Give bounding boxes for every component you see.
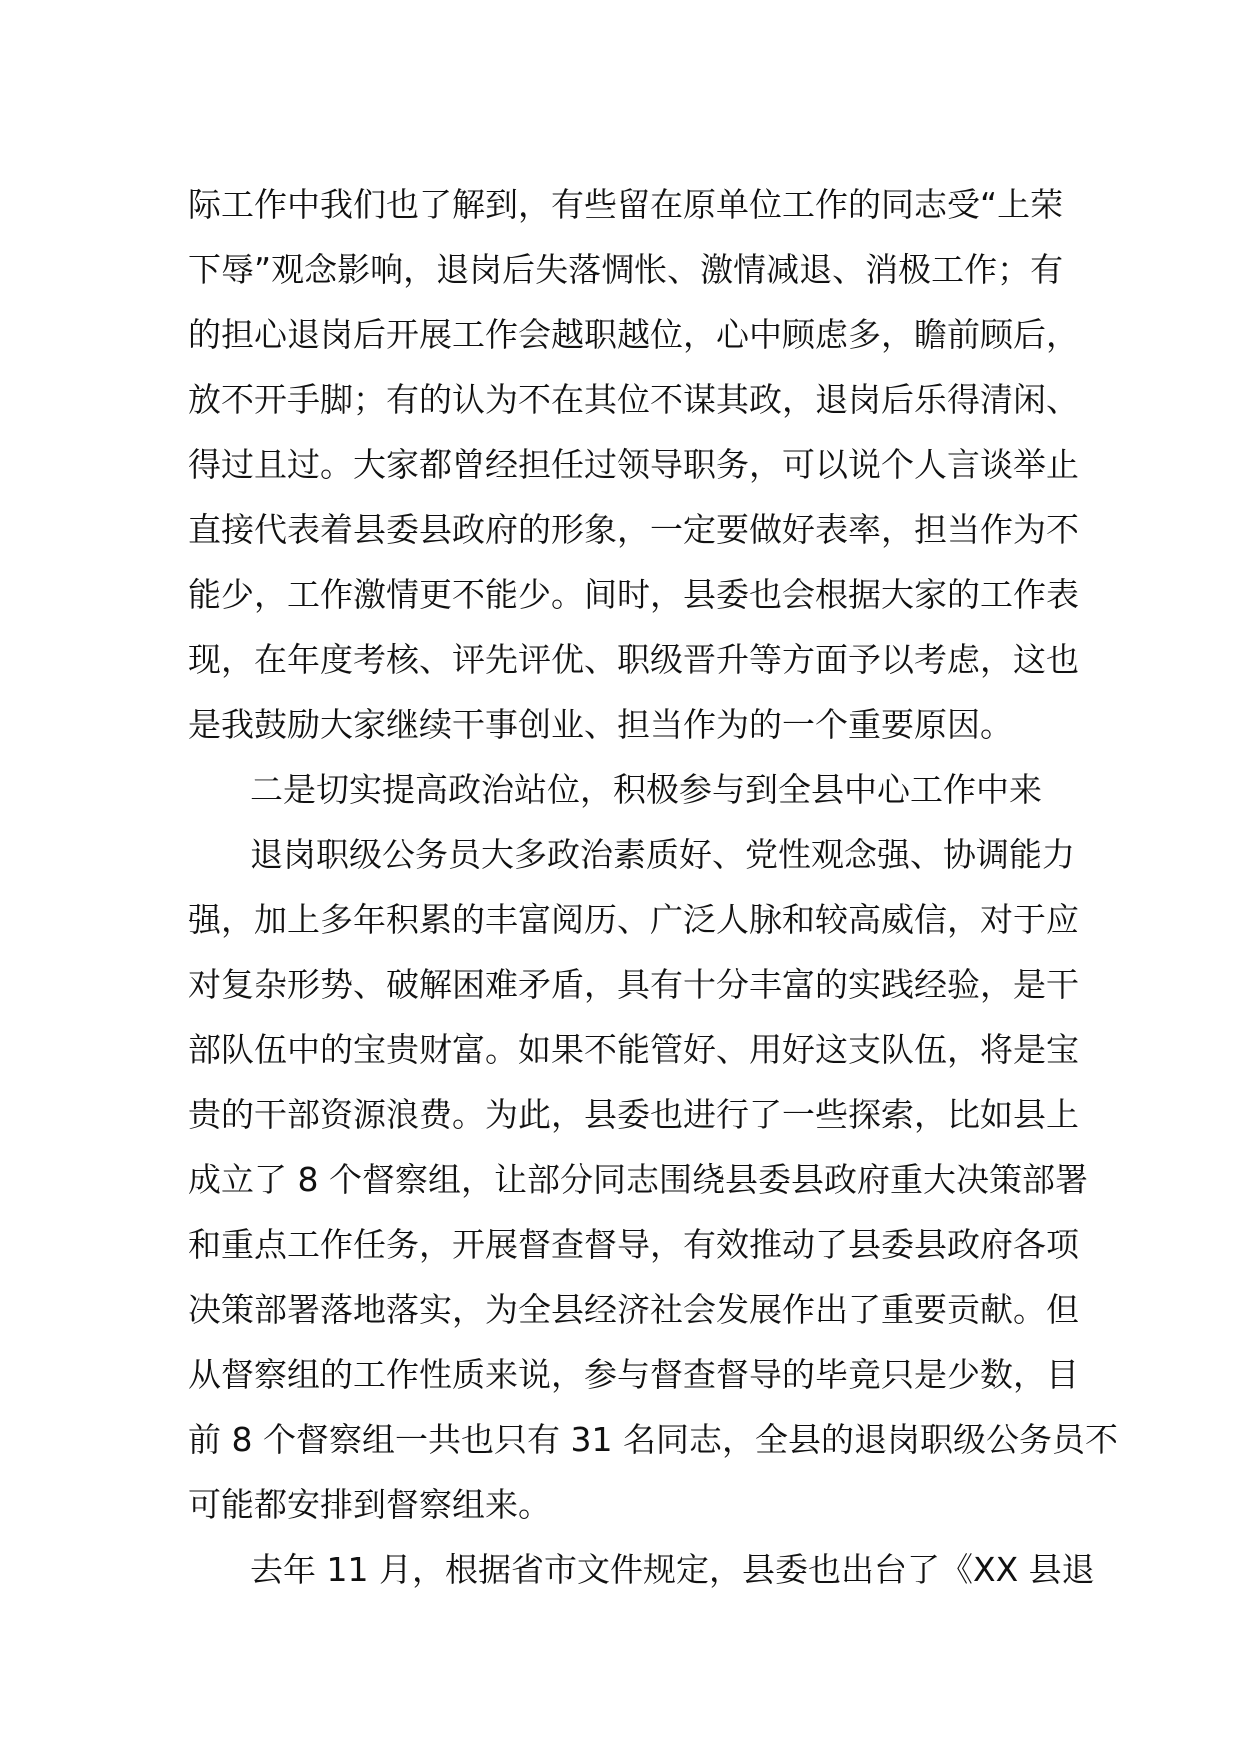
text-line: 成立了 8 个督察组，让部分同志围绕县委县政府重大决策部署 (188, 1160, 1088, 1199)
text-line: 从督察组的工作性质来说，参与督查督导的毕竟只是少数，目 (188, 1355, 1079, 1394)
section-heading: 二是切实提高政治站位，积极参与到全县中心工作中来 (250, 770, 1042, 809)
text-line: 贵的干部资源浪费。为此，县委也进行了一些探索，比如县上 (188, 1095, 1079, 1134)
text-line: 的担心退岗后开展工作会越职越位，心中顾虑多，瞻前顾后， (188, 315, 1079, 354)
text-line: 强，加上多年积累的丰富阅历、广泛人脉和较高威信，对于应 (188, 900, 1079, 939)
text-line: 对复杂形势、破解困难矛盾，具有十分丰富的实践经验，是干 (188, 965, 1079, 1004)
text-line: 际工作中我们也了解到，有些留在原单位工作的同志受“上荣 (188, 185, 1064, 224)
text-line: 可能都安排到督察组来。 (188, 1485, 551, 1524)
text-line: 下辱”观念影响，退岗后失落惆怅、激情减退、消极工作；有 (188, 250, 1064, 289)
paragraph-first-line: 退岗职级公务员大多政治素质好、党性观念强、协调能力 (250, 835, 1075, 874)
text-line: 和重点工作任务，开展督查督导，有效推动了县委县政府各项 (188, 1225, 1079, 1264)
text-line: 决策部署落地落实，为全县经济社会发展作出了重要贡献。但 (188, 1290, 1079, 1329)
text-line: 直接代表着县委县政府的形象，一定要做好表率，担当作为不 (188, 510, 1079, 549)
text-line: 能少，工作激情更不能少。间时，县委也会根据大家的工作表 (188, 575, 1079, 614)
text-line: 现，在年度考核、评先评优、职级晋升等方面予以考虑，这也 (188, 640, 1079, 679)
text-line: 放不开手脚；有的认为不在其位不谋其政，退岗后乐得清闲、 (188, 380, 1079, 419)
text-line: 前 8 个督察组一共也只有 31 名同志，全县的退岗职级公务员不 (188, 1420, 1118, 1459)
document-body (188, 172, 1118, 1602)
text-line: 部队伍中的宝贵财富。如果不能管好、用好这支队伍，将是宝 (188, 1030, 1079, 1069)
text-line: 是我鼓励大家继续干事创业、担当作为的一个重要原因。 (188, 705, 1013, 744)
paragraph-first-line: 去年 11 月，根据省市文件规定，县委也出台了《XX 县退 (250, 1550, 1095, 1589)
text-line: 得过且过。大家都曾经担任过领导职务，可以说个人言谈举止 (188, 445, 1079, 484)
